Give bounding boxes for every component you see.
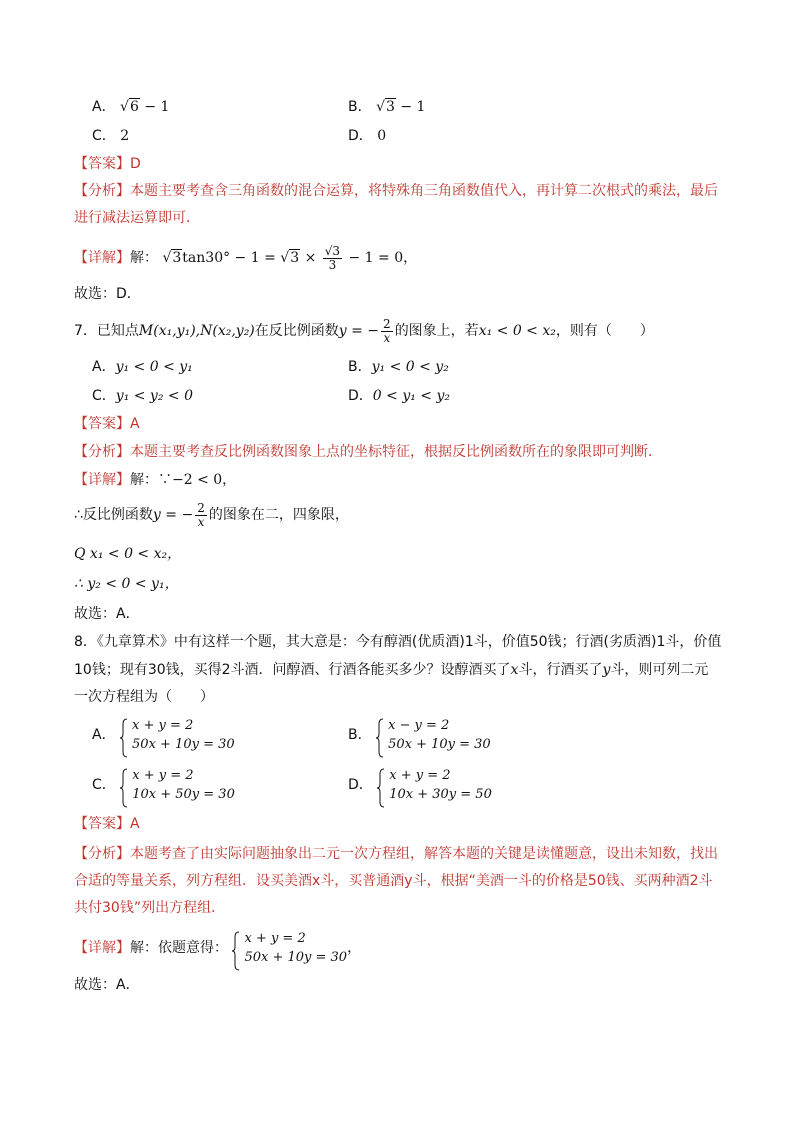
- answer-value: A: [130, 816, 140, 832]
- equation-system: x − y = 2 50x + 10y = 30: [376, 716, 491, 754]
- q7-choose: 故选：A．: [74, 606, 140, 622]
- q8-option-a: A． x + y = 2 50x + 10y = 30: [92, 714, 235, 756]
- fraction: $\frac{2}{x}$: [197, 500, 205, 529]
- q6-answer: [74, 153, 734, 175]
- answer-value: A: [130, 416, 140, 432]
- q6-option-d: D． 0: [348, 128, 387, 144]
- brace-icon: [376, 718, 384, 758]
- q7-answer: [74, 413, 734, 435]
- detail-tag: 【详解】: [74, 472, 130, 488]
- q8-analysis-line-3: 共付30钱”列出方程组．: [74, 900, 226, 916]
- q8-option-b: B． x − y = 2 50x + 10y = 30: [348, 714, 491, 756]
- q8-stem-2: 10钱；现有30钱，买得2斗酒．问醇酒、行酒各能买多少？设醇酒买了x斗，行酒买了y斗，则可列二元: [74, 662, 709, 678]
- q6-choose: 故选：D．: [74, 286, 141, 302]
- q6-analysis-line-1: 【分析】本题主要考查含三角函数的混合运算，将特殊角三角函数值代入，再计算二次根式的乘法，最后: [74, 183, 718, 199]
- detail-tag: 【详解】: [74, 940, 130, 956]
- q7-option-c: C．y₁ < y₂ < 0: [92, 388, 193, 404]
- brace-icon: [232, 931, 240, 971]
- q8-answer: [74, 813, 734, 835]
- q7-option-a: A．y₁ < 0 < y₁: [92, 359, 193, 375]
- q6-option-a: A． √6 − 1: [92, 99, 170, 115]
- q6-detail: 【详解】解： √3tan30° − 1 = √3 × $\frac{√3}{3}$ − 1 = 0，: [74, 243, 418, 272]
- q8-option-d: D． x + y = 2 10x + 30y = 50: [348, 764, 492, 806]
- q8-analysis-line-2: 合适的等量关系，列方程组．设买美酒x斗，买普通酒y斗，根据“美酒一斗的价格是50钱、买两种酒2斗: [74, 873, 713, 889]
- analysis-tag: 【分析】: [74, 183, 130, 199]
- q8-analysis-line-1: 【分析】本题考查了由实际问题抽象出二元一次方程组，解答本题的关键是读懂题意，设出未知数，找出: [74, 846, 718, 862]
- analysis-tag: 【分析】: [74, 444, 130, 460]
- answer-tag: 【答案】: [74, 816, 130, 832]
- option-label: B．: [348, 99, 372, 115]
- q7-detail-1: 【详解】解：∵−2 < 0，: [74, 472, 237, 488]
- q8-choose: 故选：A．: [74, 977, 140, 993]
- q7-option-d: D．0 < y₁ < y₂: [348, 388, 450, 404]
- equation-system: x + y = 2 10x + 50y = 30: [120, 766, 235, 804]
- q7-detail-4: ∴ y₂ < 0 < y₁，: [74, 576, 179, 592]
- q7-stem: 7．已知点M(x₁,y₁),N(x₂,y₂)在反比例函数y = − $\frac{2}{x}$ 的图象上，若x₁ < 0 < x₂，则有（ ）: [74, 316, 654, 345]
- option-label: D．: [348, 128, 373, 144]
- sqrt-expression: √3: [376, 99, 395, 115]
- fraction: $\frac{2}{x}$: [383, 316, 391, 345]
- q7-analysis: 【分析】本题主要考查反比例函数图象上点的坐标特征，根据反比例函数所在的象限即可判断．: [74, 444, 662, 460]
- q7-option-b: B．y₁ < 0 < y₂: [348, 359, 449, 375]
- equation-system: x + y = 2 10x + 30y = 50: [377, 766, 492, 804]
- sqrt-expression: √6: [120, 99, 139, 115]
- answer-tag: 【答案】: [74, 416, 130, 432]
- q8-detail: 【详解】解：依题意得： x + y = 2 50x + 10y = 30 ，: [74, 926, 734, 970]
- q8-option-c: C． x + y = 2 10x + 50y = 30: [92, 764, 235, 806]
- brace-icon: [120, 718, 128, 758]
- q7-detail-2: ∴反比例函数y = − $\frac{2}{x}$ 的图象在二，四象限，: [74, 500, 349, 529]
- q7-detail-3: Q x₁ < 0 < x₂，: [74, 546, 182, 562]
- option-label: A．: [92, 99, 116, 115]
- q8-stem-3: 一次方程组为（ ）: [74, 689, 214, 705]
- analysis-tag: 【分析】: [74, 846, 130, 862]
- detail-tag: 【详解】: [74, 250, 130, 266]
- brace-icon: [377, 768, 385, 808]
- q8-stem-1: 8．《九章算术》中有这样一个题，其大意是：今有醇酒(优质酒)1斗，价值50钱；行酒(劣质酒)1斗，价值: [74, 634, 722, 650]
- q6-option-b: B． √3 − 1: [348, 99, 426, 115]
- equation-system: x + y = 2 50x + 10y = 30: [232, 929, 347, 967]
- brace-icon: [120, 768, 128, 808]
- equation-system: x + y = 2 50x + 10y = 30: [120, 716, 235, 754]
- option-label: C．: [92, 128, 116, 144]
- q6-option-c: C． 2: [92, 128, 130, 144]
- fraction: $\frac{√3}{3}$: [324, 243, 341, 272]
- answer-tag: 【答案】: [74, 156, 130, 172]
- answer-value: D: [130, 156, 141, 172]
- q6-analysis-line-2: 进行减法运算即可．: [74, 210, 200, 226]
